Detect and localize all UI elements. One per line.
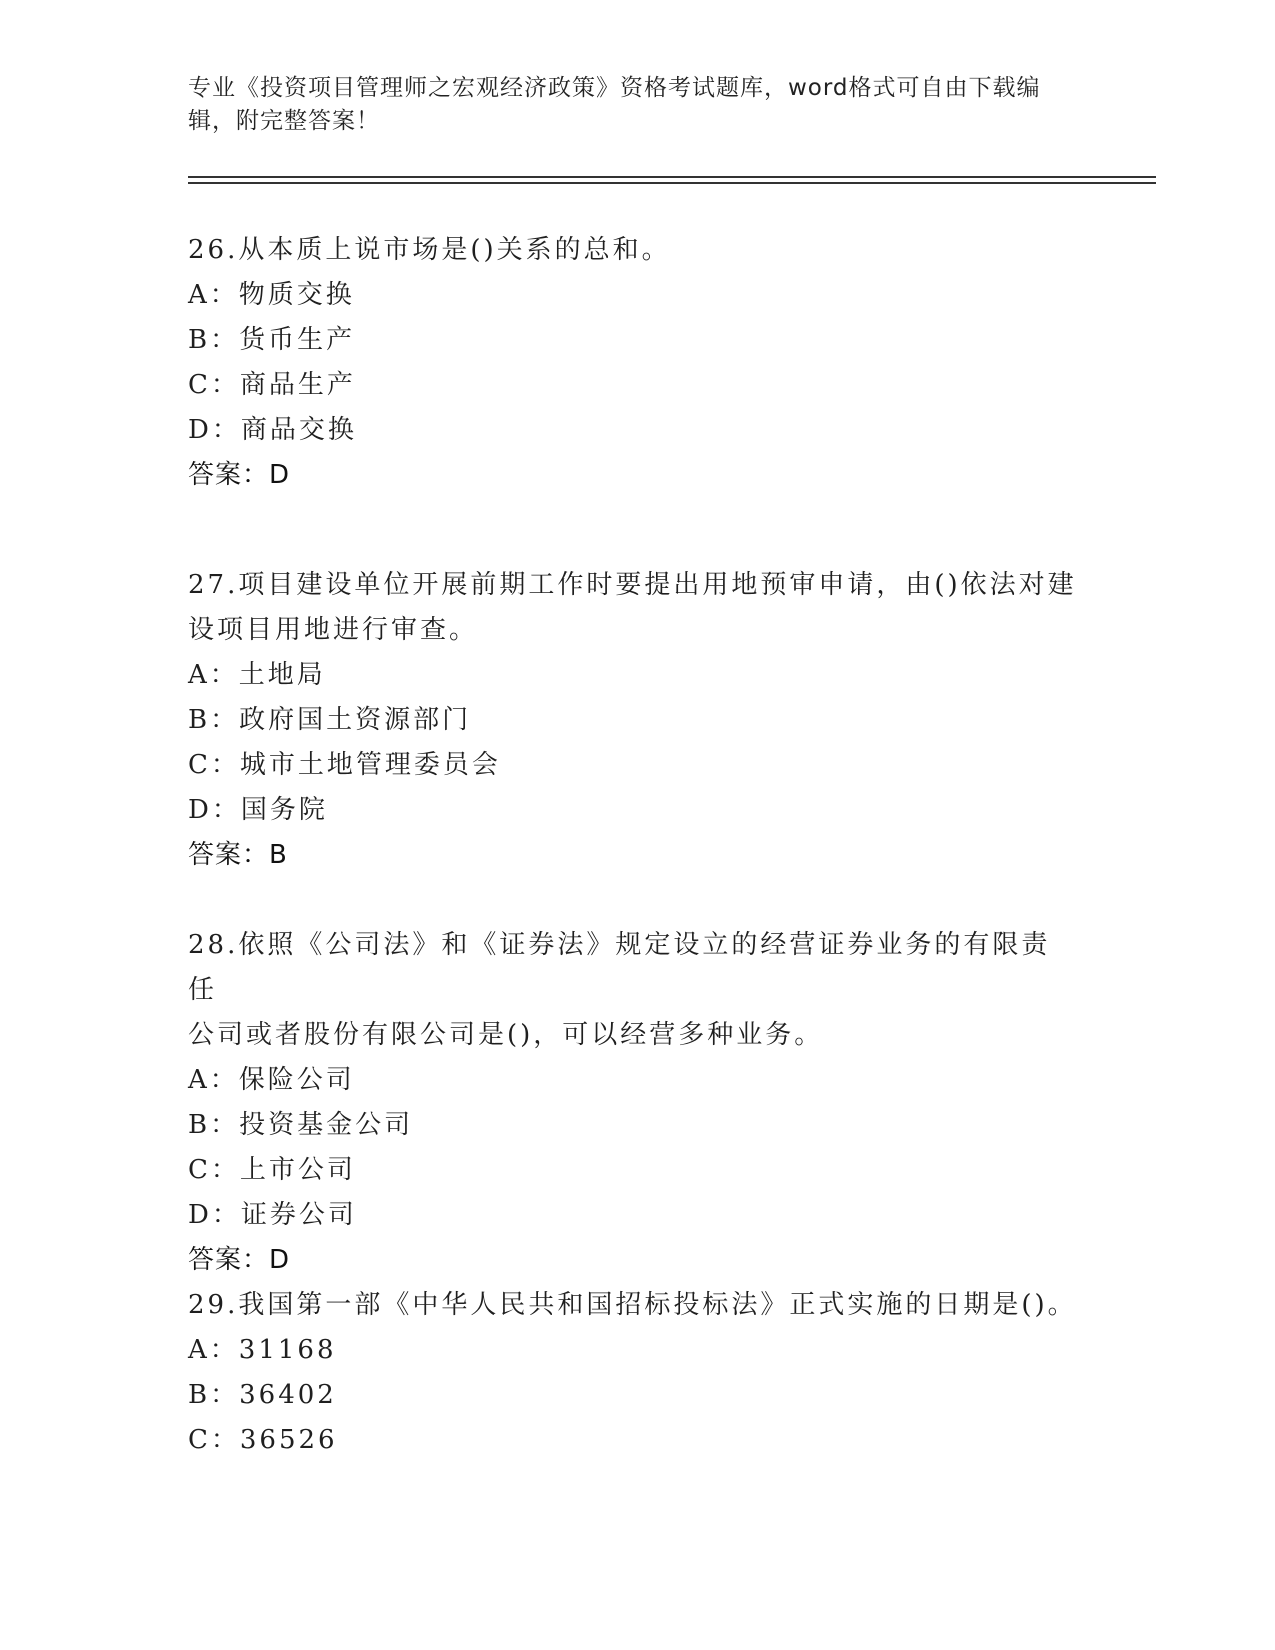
option-d: D：国务院 bbox=[188, 795, 328, 825]
option-d: D：证券公司 bbox=[188, 1200, 357, 1230]
option-b: B：政府国土资源部门 bbox=[188, 705, 472, 735]
question-27 bbox=[188, 563, 1078, 878]
question-28 bbox=[188, 923, 1078, 1283]
question-29 bbox=[188, 1283, 1078, 1463]
option-a: A：31168 bbox=[188, 1335, 337, 1365]
option-c: C：商品生产 bbox=[188, 370, 356, 400]
question-stem-line-2: 公司或者股份有限公司是()，可以经营多种业务。 bbox=[188, 1020, 824, 1050]
answer: 答案：D bbox=[188, 1245, 291, 1275]
header-line-2: 辑，附完整答案！ bbox=[188, 108, 380, 134]
option-b: B：投资基金公司 bbox=[188, 1110, 414, 1140]
document-header bbox=[188, 72, 1068, 138]
header-divider-top bbox=[188, 176, 1156, 178]
option-c: C：上市公司 bbox=[188, 1155, 356, 1185]
option-a: A：土地局 bbox=[188, 660, 326, 690]
question-stem-line-1: 28.依照《公司法》和《证券法》规定设立的经营证券业务的有限责任 bbox=[188, 930, 1051, 1005]
answer: 答案：B bbox=[188, 840, 288, 870]
header-line-1: 专业《投资项目管理师之宏观经济政策》资格考试题库，word格式可自由下载编 bbox=[188, 75, 1041, 101]
option-c: C：城市土地管理委员会 bbox=[188, 750, 501, 780]
question-stem-line-2: 设项目用地进行审查。 bbox=[188, 615, 479, 645]
option-b: B：货币生产 bbox=[188, 325, 356, 355]
question-stem: 29.我国第一部《中华人民共和国招标投标法》正式实施的日期是()。 bbox=[188, 1290, 1077, 1320]
header-divider-bottom bbox=[188, 182, 1156, 184]
question-stem-line-1: 27.项目建设单位开展前期工作时要提出用地预审申请，由()依法对建 bbox=[188, 570, 1077, 600]
option-b: B：36402 bbox=[188, 1380, 337, 1410]
option-d: D：商品交换 bbox=[188, 415, 357, 445]
option-a: A：物质交换 bbox=[188, 280, 355, 310]
answer: 答案：D bbox=[188, 460, 291, 490]
question-stem: 26.从本质上说市场是()关系的总和。 bbox=[188, 235, 671, 265]
option-a: A：保险公司 bbox=[188, 1065, 355, 1095]
question-26 bbox=[188, 228, 1078, 498]
option-c: C：36526 bbox=[188, 1425, 338, 1455]
